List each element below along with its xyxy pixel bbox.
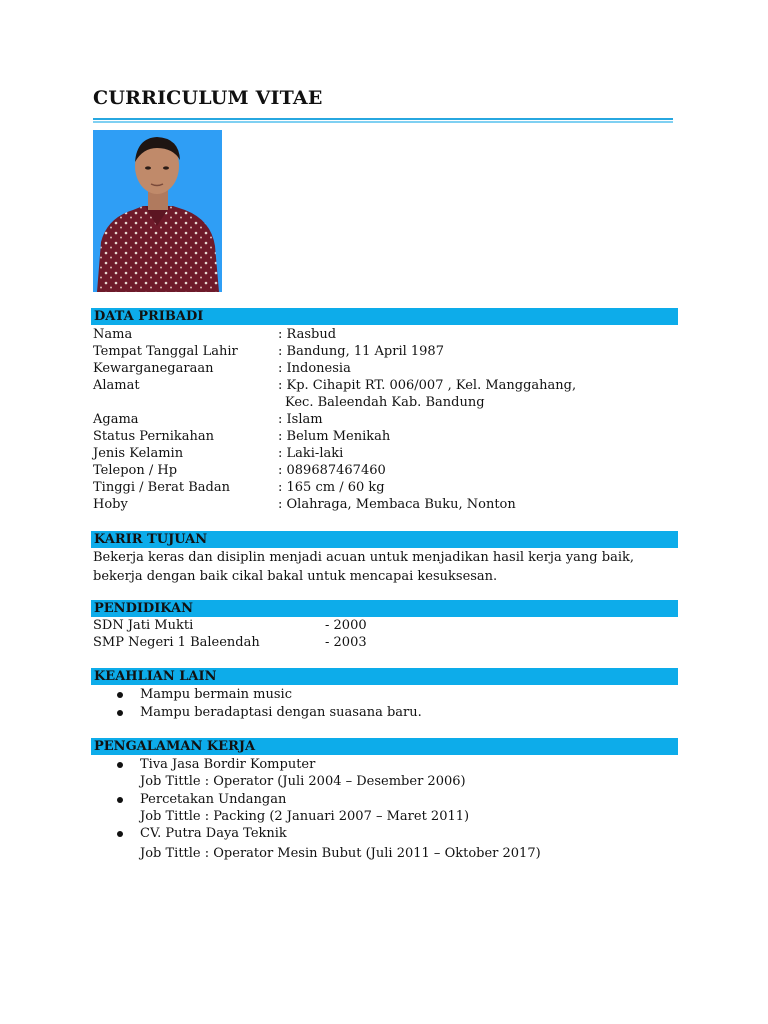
info-label: Status Pernikahan	[93, 429, 215, 444]
info-value-continuation: Kec. Baleendah Kab. Bandung	[285, 395, 485, 410]
bullet-icon	[117, 831, 123, 837]
info-value: : 089687467460	[278, 463, 386, 478]
info-label: Agama	[93, 412, 139, 427]
info-value: : Rasbud	[278, 327, 337, 342]
education-school: SDN Jati Mukti	[93, 618, 194, 633]
section-pendidikan	[91, 600, 678, 617]
info-label: Jenis Kelamin	[93, 446, 184, 461]
profile-photo	[93, 130, 222, 292]
section-title: KEAHLIAN LAIN	[94, 669, 217, 684]
education-year: - 2000	[325, 618, 367, 633]
section-title: KARIR TUJUAN	[94, 532, 208, 547]
experience-company: Tiva Jasa Bordir Komputer	[140, 757, 316, 772]
info-value: : Islam	[278, 412, 323, 427]
info-label: Telepon / Hp	[93, 463, 178, 478]
section-title: DATA PRIBADI	[94, 309, 204, 324]
info-value: : Belum Menikah	[278, 429, 391, 444]
section-keahlian-lain	[91, 668, 678, 685]
info-value: : 165 cm / 60 kg	[278, 480, 385, 495]
info-label: Kewarganegaraan	[93, 361, 214, 376]
skill-item: Mampu bermain music	[140, 687, 292, 702]
info-value: : Indonesia	[278, 361, 351, 376]
info-value: : Olahraga, Membaca Buku, Nonton	[278, 497, 516, 512]
section-karir-tujuan	[91, 531, 678, 548]
info-value: : Laki-laki	[278, 446, 344, 461]
experience-job: Job Tittle : Packing (2 Januari 2007 – Maret 2011)	[140, 809, 470, 824]
title-rule	[93, 118, 673, 123]
info-label: Alamat	[93, 378, 140, 393]
experience-company: CV. Putra Daya Teknik	[140, 826, 287, 841]
portrait-photo-icon	[93, 130, 222, 292]
section-data-pribadi	[91, 308, 678, 325]
experience-job: Job Tittle : Operator (Juli 2004 – Desember 2006)	[140, 774, 466, 789]
section-title: PENDIDIKAN	[94, 601, 194, 616]
bullet-icon	[117, 762, 123, 768]
info-label: Hoby	[93, 497, 128, 512]
info-value: : Bandung, 11 April 1987	[278, 344, 444, 359]
info-value: : Kp. Cihapit RT. 006/007 , Kel. Manggahang,	[278, 378, 577, 393]
section-pengalaman-kerja	[91, 738, 678, 755]
bullet-icon	[117, 710, 123, 716]
experience-company: Percetakan Undangan	[140, 792, 287, 807]
info-label: Nama	[93, 327, 133, 342]
experience-job: Job Tittle : Operator Mesin Bubut (Juli 2011 – Oktober 2017)	[140, 846, 541, 861]
skill-item: Mampu beradaptasi dengan suasana baru.	[140, 705, 422, 720]
page-title: CURRICULUM VITAE	[93, 87, 323, 109]
info-label: Tinggi / Berat Badan	[93, 480, 230, 495]
education-year: - 2003	[325, 635, 367, 650]
section-title: PENGALAMAN KERJA	[94, 739, 256, 754]
karir-paragraph: Bekerja keras dan disiplin menjadi acuan untuk menjadikan hasil kerja yang baik, bekerja dengan baik cikal bakal untuk mencapai kesuksesan.	[93, 550, 634, 584]
bullet-icon	[117, 692, 123, 698]
education-school: SMP Negeri 1 Baleendah	[93, 635, 260, 650]
bullet-icon	[117, 797, 123, 803]
info-label: Tempat Tanggal Lahir	[93, 344, 238, 359]
